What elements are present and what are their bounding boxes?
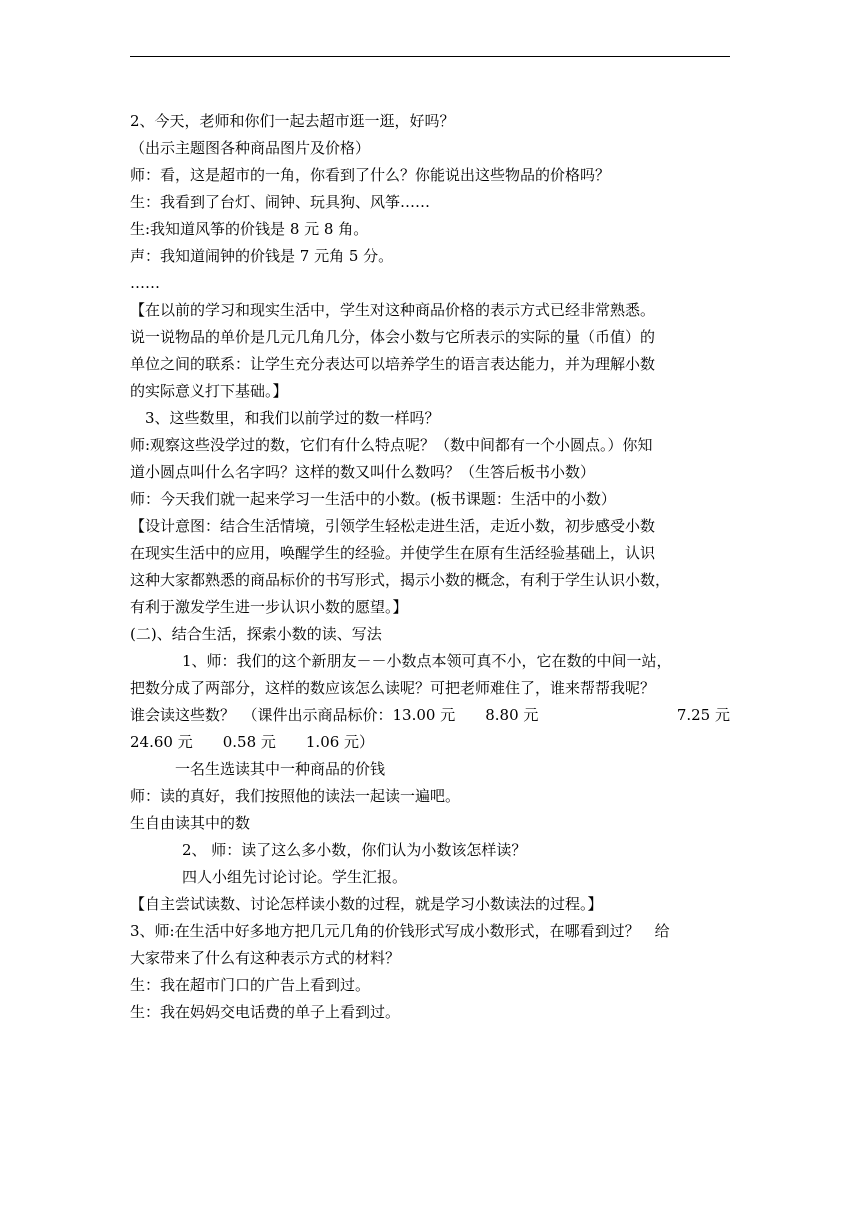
text-line: 师:观察这些没学过的数，它们有什么特点呢？（数中间都有一个小圆点。）你知 xyxy=(130,436,653,454)
price-line xyxy=(130,702,730,729)
text-line: 【自主尝试读数、讨论怎样读小数的过程，就是学习小数读法的过程。】 xyxy=(130,895,603,913)
text-line: …… xyxy=(130,274,160,292)
text-line: 在现实生活中的应用，唤醒学生的经验。并使学生在原有生活经验基础上，认识 xyxy=(130,544,656,562)
text-line: 生:我知道风筝的价钱是 8 元 8 角。 xyxy=(130,220,369,238)
text-line: 大家带来了什么有这种表示方式的材料？ xyxy=(130,949,401,967)
header-rule xyxy=(130,56,730,57)
text-line: 3、师:在生活中好多地方把几元几角的价钱形式写成小数形式，在哪看到过？ 给 xyxy=(130,922,670,940)
text-line: 1、师：我们的这个新朋友－－小数点本领可真不小，它在数的中间一站， xyxy=(182,652,672,670)
price-text: 谁会读这些数？ （课件出示商品标价：13.00 元 8.80 元 xyxy=(130,706,539,724)
text-line: 【在以前的学习和现实生活中，学生对这种商品价格的表示方式已经非常熟悉。 xyxy=(130,301,656,319)
document-body xyxy=(130,108,730,1026)
text-line: 师：看，这是超市的一角，你看到了什么？你能说出这些物品的价格吗？ xyxy=(130,166,611,184)
text-line: 2、 师：读了这么多小数，你们认为小数该怎样读？ xyxy=(182,841,527,859)
section-heading: (二)、结合生活，探索小数的读、写法 xyxy=(130,625,382,643)
text-line: 生：我看到了台灯、闹钟、玩具狗、风筝…… xyxy=(130,193,431,211)
text-line: 师：今天我们就一起来学习一生活中的小数。(板书课题：生活中的小数） xyxy=(130,490,616,508)
text-line: 生自由读其中的数 xyxy=(130,814,251,832)
text-line: 道小圆点叫什么名字吗？这样的数又叫什么数吗？（生答后板书小数） xyxy=(130,463,596,481)
text-line: 声：我知道闹钟的价钱是 7 元角 5 分。 xyxy=(130,247,394,265)
text-line: 3、这些数里，和我们以前学过的数一样吗？ xyxy=(145,409,440,427)
text-line: 这种大家都熟悉的商品标价的书写形式，揭示小数的概念，有利于学生认识小数， xyxy=(130,571,671,589)
text-line: 师：读的真好，我们按照他的读法一起读一遍吧。 xyxy=(130,787,461,805)
text-line: 24.60 元 0.58 元 1.06 元） xyxy=(130,733,375,751)
text-line: 的实际意义打下基础。】 xyxy=(130,382,288,400)
text-line: 2、今天，老师和你们一起去超市逛一逛，好吗？ xyxy=(130,112,455,130)
text-line: 一名生选读其中一种商品的价钱 xyxy=(175,760,386,778)
text-line: 生：我在妈妈交电话费的单子上看到过。 xyxy=(130,1003,401,1021)
text-line: 单位之间的联系：让学生充分表达可以培养学生的语言表达能力，并为理解小数 xyxy=(130,355,656,373)
price-text: 7.25 元 xyxy=(676,706,730,724)
text-line: 【设计意图：结合生活情境，引领学生轻松走进生活，走近小数，初步感受小数 xyxy=(130,517,656,535)
text-line: 四人小组先讨论讨论。学生汇报。 xyxy=(182,868,408,886)
text-line: 把数分成了两部分，这样的数应该怎么读呢？可把老师难住了，谁来帮帮我呢？ xyxy=(130,679,656,697)
text-line: 生：我在超市门口的广告上看到过。 xyxy=(130,976,371,994)
text-line: 说一说物品的单价是几元几角几分，体会小数与它所表示的实际的量（币值）的 xyxy=(130,328,656,346)
text-line: （出示主题图各种商品图片及价格） xyxy=(130,139,371,157)
text-line: 有利于激发学生进一步认识小数的愿望。】 xyxy=(130,598,408,616)
